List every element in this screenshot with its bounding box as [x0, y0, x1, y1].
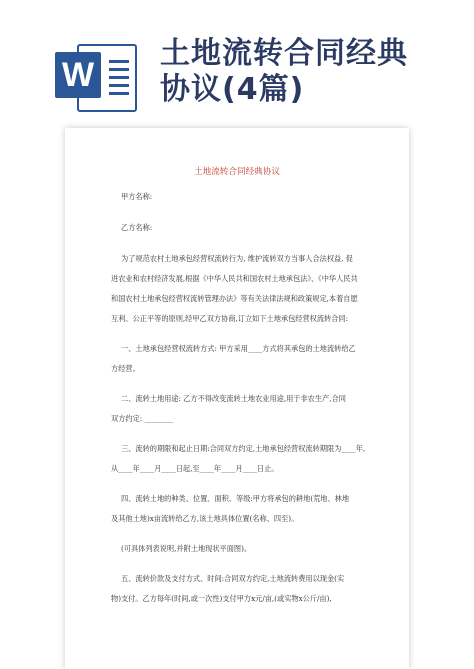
paragraph-line: 为了规范农村土地承包经营权流转行为, 维护流转双方当事人合法权益, 促	[121, 254, 353, 263]
party-b-line: 乙方名称:	[121, 223, 153, 232]
clause-line: 从____年____月____日起,至____年____月____日止。	[111, 464, 279, 473]
page-title-line-2: 协议(4篇)	[160, 72, 305, 107]
clause-line: 一、土地承包经营权流转方式: 甲方采用____方式将其承包的土地流转给乙	[121, 344, 356, 353]
header	[0, 0, 474, 120]
word-letter-badge: W	[55, 52, 101, 98]
document-preview-page	[65, 128, 409, 669]
clause-line: 四、流转土地的种类、位置、面积、等级:甲方将承包的耕地(荒地、林地	[121, 494, 350, 503]
party-a-line: 甲方名称:	[121, 192, 153, 201]
clause-line: 五、流转价款及支付方式、时间:合同双方约定,土地流转费用以现金(实	[121, 574, 345, 583]
clause-line: 二、流转土地用途: 乙方不得改变流转土地农业用途,用于非农生产,合同	[121, 394, 346, 403]
clause-line: 三、流转的期限和起止日期:合同双方约定,土地承包经营权流转期限为____年,	[121, 444, 366, 453]
document-title: 土地流转合同经典协议	[194, 167, 280, 177]
clause-line: (可具体列表说明,并附土地现状平面图)。	[121, 544, 252, 553]
clause-line: 物)支付。乙方每年(时间,或一次性)支付甲方x元/亩,(或实物x公斤/亩),	[111, 594, 332, 603]
page-title-line-1: 土地流转合同经典	[160, 36, 408, 71]
clause-line: 及其他土地)x亩流转给乙方,该土地具体位置(名称、四至)。	[111, 514, 299, 523]
paragraph-line: 和国农村土地承包经营权流转管理办法》等有关法律法规和政策规定,本着自愿	[111, 294, 358, 303]
clause-line: 方经营。	[111, 364, 140, 373]
clause-line: 双方约定: ________	[111, 414, 174, 423]
paragraph-line: 互利、公正平等的原则,经甲乙双方协商,订立如下土地承包经营权流转合同:	[111, 314, 348, 323]
paragraph-line: 进农业和农村经济发展,根据《中华人民共和国农村土地承包法》、《中华人民共	[111, 274, 358, 283]
word-document-icon	[55, 40, 137, 112]
